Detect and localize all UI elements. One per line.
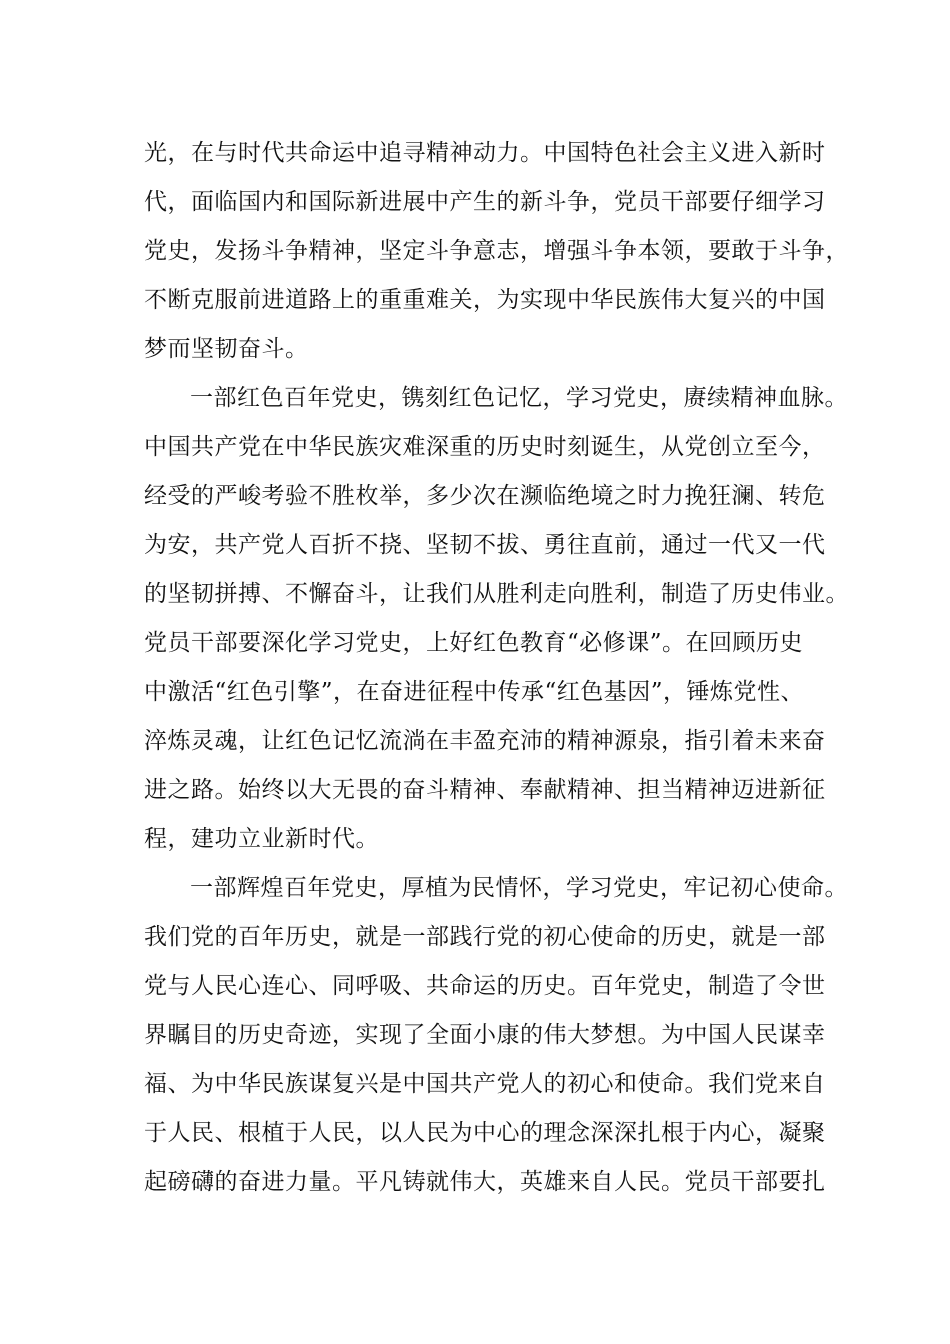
text-line: 我们党的百年历史，就是一部践行党的初心使命的历史，就是一部	[144, 924, 826, 950]
text-line: 党员干部要深化学习党史，上好红色教育“必修课”。在回顾历史	[144, 630, 804, 656]
text-line: 中国共产党在中华民族灾难深重的历史时刻诞生，从党创立至今，	[144, 434, 826, 460]
text-line: 淬炼灵魂，让红色记忆流淌在丰盈充沛的精神源泉，指引着未来奋	[144, 728, 826, 754]
text-line: 的坚韧拼搏、不懈奋斗，让我们从胜利走向胜利，制造了历史伟业。	[144, 581, 849, 607]
text-line: 程，建功立业新时代。	[144, 826, 379, 852]
text-line: 光，在与时代共命运中追寻精神动力。中国特色社会主义进入新时	[144, 140, 826, 166]
text-line: 福、为中华民族谋复兴是中国共产党人的初心和使命。我们党来自	[144, 1071, 826, 1097]
text-line: 进之路。始终以大无畏的奋斗精神、奉献精神、担当精神迈进新征	[144, 777, 826, 803]
text-line: 党与人民心连心、同呼吸、共命运的历史。百年党史，制造了令世	[144, 973, 826, 999]
text-line: 为安，共产党人百折不挠、坚韧不拔、勇往直前，通过一代又一代	[144, 532, 826, 558]
text-line: 代，面临国内和国际新进展中产生的新斗争，党员干部要仔细学习	[144, 189, 826, 215]
text-line: 经受的严峻考验不胜枚举，多少次在濒临绝境之时力挽狂澜、转危	[144, 483, 826, 509]
text-line: 中激活“红色引擎”，在奋进征程中传承“红色基因”，锤炼党性、	[144, 679, 805, 705]
text-line: 于人民、根植于人民，以人民为中心的理念深深扎根于内心，凝聚	[144, 1120, 826, 1146]
text-line: 梦而坚韧奋斗。	[144, 336, 309, 362]
text-line: 起磅礴的奋进力量。平凡铸就伟大，英雄来自人民。党员干部要扎	[144, 1169, 826, 1195]
paragraph-first-line: 一部辉煌百年党史，厚植为民情怀，学习党史，牢记初心使命。	[190, 875, 848, 901]
text-line: 界瞩目的历史奇迹，实现了全面小康的伟大梦想。为中国人民谋幸	[144, 1022, 826, 1048]
text-line: 不断克服前进道路上的重重难关，为实现中华民族伟大复兴的中国	[144, 287, 826, 313]
paragraph-first-line: 一部红色百年党史，镌刻红色记忆，学习党史，赓续精神血脉。	[190, 385, 848, 411]
text-line: 党史，发扬斗争精神，坚定斗争意志，增强斗争本领，要敢于斗争，	[144, 238, 849, 264]
